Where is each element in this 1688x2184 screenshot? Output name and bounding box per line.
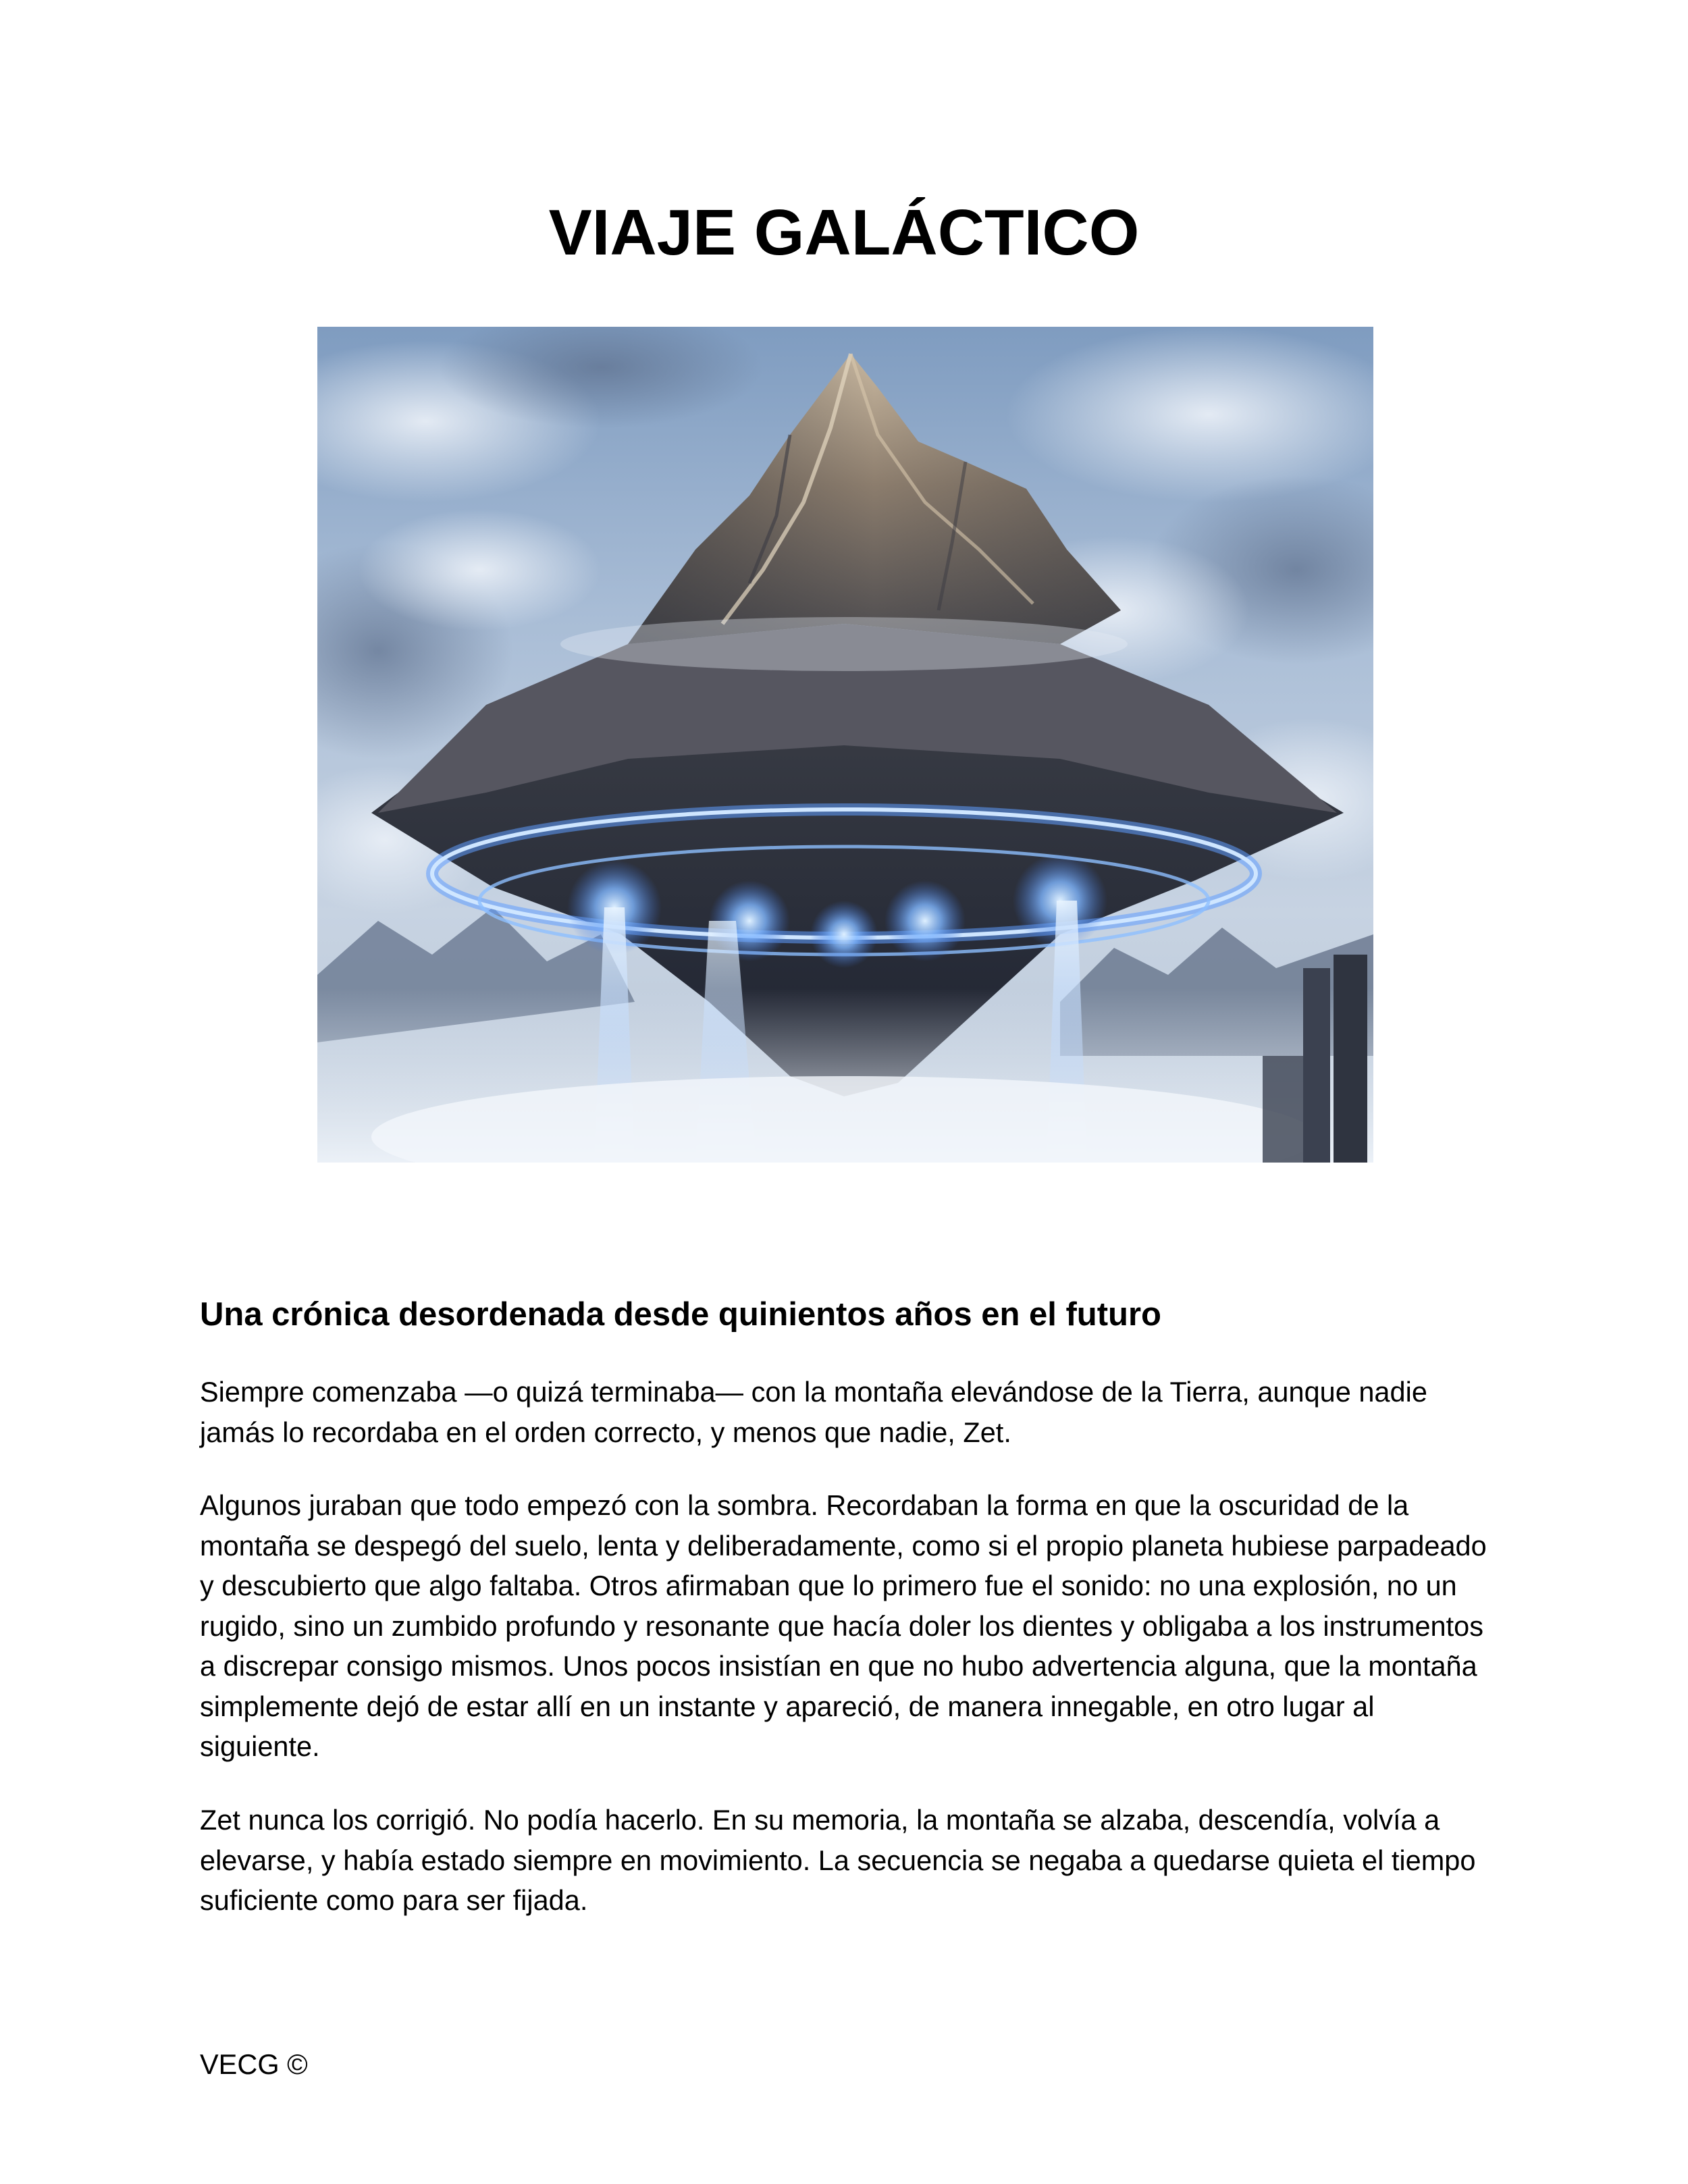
page-title: VIAJE GALÁCTICO <box>548 196 1140 269</box>
footer-copyright: VECG © <box>200 2048 308 2080</box>
subtitle: Una crónica desordenada desde quinientos años en el futuro <box>200 1296 1161 1333</box>
hero-illustration <box>317 327 1373 1163</box>
paragraph-2: Algunos juraban que todo empezó con la sombra. Recordaban la forma en que la oscuridad de la montaña se despegó del suelo, lenta y deliberadamente, como si el propio planeta hubiese parpadeado y descubierto que algo faltaba. Otros afirmaban que lo primero fue el sonido: no una explosión, no un rugido, sino un zumbido profundo y resonante que hacía doler los dientes y obligaba a los instrumentos a discrepar consigo mismos. Unos pocos insistían en que no hubo advertencia alguna, que la montaña simplemente dejó de estar allí en un instante y apareció, de manera innegable, en otro lugar al siguiente. <box>200 1489 1487 1762</box>
paragraph-3: Zet nunca los corrigió. No podía hacerlo. En su memoria, la montaña se alzaba, descendía, volvía a elevarse, y había estado siempre en movimiento. La secuencia se negaba a quedarse quieta el tiempo suficiente como para ser fijada. <box>200 1804 1476 1916</box>
paragraph-1: Siempre comenzaba —o quizá terminaba— con la montaña elevándose de la Tierra, aunque nadie jamás lo recordaba en el orden correcto, y menos que nadie, Zet. <box>200 1376 1427 1448</box>
